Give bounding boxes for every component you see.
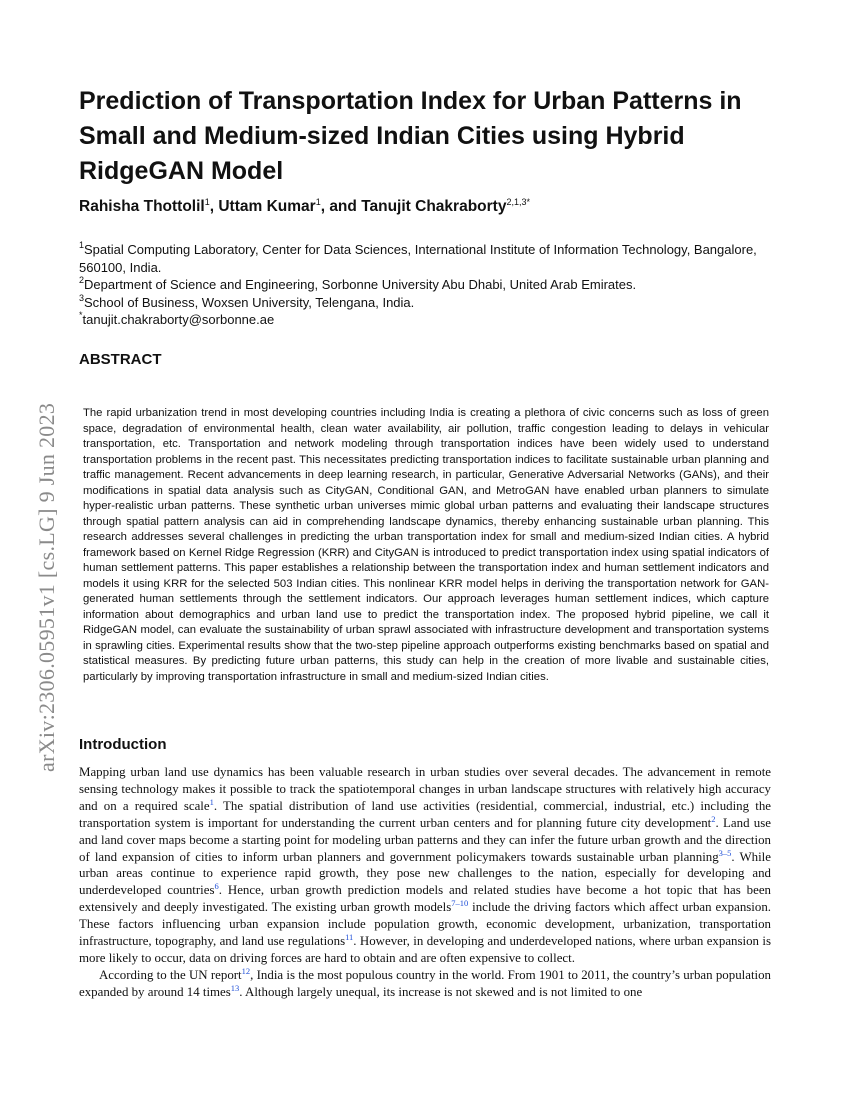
citation-link[interactable]: 2 xyxy=(711,813,716,824)
paragraph-text: include the driving factors which affect urban expansion. These factors influencing urban expansion include population growth, economic development, urbanization, transportation infrastructure, topography, and land use regulations xyxy=(79,900,771,949)
citation-link[interactable]: 11 xyxy=(345,932,354,943)
affiliations xyxy=(79,241,779,329)
paragraph-text: . While urban areas continue to experience rapid growth, they pose new challenges to the nation, especially for developing and underdeveloped countries xyxy=(79,849,771,898)
intro-paragraph-1 xyxy=(79,764,771,967)
paragraph-text: Mapping urban land use dynamics has been valuable research in urban studies over several decades. The advancement in remote sensing technology makes it possible to track the spatiotemporal changes in urban landscape structures with relatively high accuracy and on a required scale xyxy=(79,765,771,813)
paragraph-text: , India is the most populous country in the world. From 1901 to 2011, the country’s urban population expanded by around 14 times xyxy=(79,967,771,999)
citation-link[interactable]: 6 xyxy=(214,881,219,892)
affiliation-3: $^3$School of Business, Woxsen University, Telengana, India. xyxy=(79,292,415,310)
abstract-text: The rapid urbanization trend in most developing countries including India is creating a plethora of civic concerns such as loss of green space, degradation of environmental health, clean water availability, air pollution, traffic congestion leading to delays in vehicular transportation, etc. Transportation and network modeling through transportation indices have been widely used to understand transportation problems in the recent past. This necessitates predicting transportation indices to facilitate sustainable urban planning and traffic management. Recent advancements in deep learning research, in particular, Generative Adversarial Networks (GANs), and their modifications in spatial data analysis such as CityGAN, Conditional GAN, and MetroGAN have enabled urban planners to simulate hyper-realistic urban patterns. These synthetic urban universes mimic global urban patterns and evaluating their landscape structures through spatial pattern analysis can aid in comprehending landscape dynamics, thereby enhancing sustainable urban planning. This research addresses several challenges in predicting the urban transportation index for small and medium-sized Indian cities. A hybrid framework based on Kernel Ridge Regression (KRR) and CityGAN is introduced to predict transportation index using spatial indicators of human settlement patterns. This paper establishes a relationship between the transportation index and human settlement indicators and models it using KRR for the selected 503 Indian cities. This nonlinear KRR model helps in deriving the transportation network for GAN-generated human settlements through the settlement indicators. Our approach leverages human settlement indices, which capture information about demographics and urban land use to predict the transportation index. The proposed hybrid pipeline, we call it RidgeGAN model, can evaluate the sustainability of urban sprawl associated with infrastructure development and transportation systems in sprawling cities. Experimental results show that the two-step pipeline approach outperforms existing benchmarks based on spatial and statistical measures. By predicting future urban patterns, this study can help in the creation of more livable and sustainable cities, particularly by improving transportation infrastructure in small and medium-sized Indian cities. xyxy=(83,407,769,683)
author: Rahisha Thottolil$^1$, xyxy=(79,197,219,215)
citation-link[interactable]: 13 xyxy=(230,982,240,993)
author-list xyxy=(79,198,779,216)
citation-link[interactable]: 3–5 xyxy=(718,847,732,858)
corresponding-email: *tanujit.chakraborty@sorbonne.ae xyxy=(79,310,275,327)
introduction-heading: Introduction xyxy=(79,736,167,753)
paragraph-text: . Although largely unequal, its increase is not skewed and is not limited to one xyxy=(239,984,643,999)
paragraph-text: . Land use and land cover maps become a starting point for modeling urban patterns and they can infer the future urban growth and the direction of land expansion of cities to inform urban planners and government policymakers towards sustainable urban planning xyxy=(79,815,771,864)
affiliation-2: $^2$Department of Science and Engineering, Sorbonne University Abu Dhabi, United Arab Emirates. xyxy=(79,275,637,292)
citation-link[interactable]: 7–10 xyxy=(451,898,469,909)
paragraph-text: . Hence, urban growth prediction models and related studies have become a hot topic that has been extensively and deeply investigated. The existing urban growth models xyxy=(79,883,771,915)
arxiv-stamp-text: arXiv:2306.05951v1 [cs.LG] 9 Jun 2023 xyxy=(34,402,59,772)
author: Tanujit Chakraborty$^{2,1,3*}$ xyxy=(361,197,530,215)
introduction-body xyxy=(79,764,771,1001)
abstract-heading: ABSTRACT xyxy=(79,351,162,368)
paragraph-text: . The spatial distribution of land use activities (residential, commercial, industrial, etc.) including the transportation system is important for understanding the current urban centers and for planning future city development xyxy=(79,798,771,830)
intro-paragraph-2 xyxy=(79,967,771,1001)
author: Uttam Kumar$^1$, and xyxy=(218,197,362,215)
paper-title: Prediction of Transportation Index for Urban Patterns in Small and Medium-sized Indian Cities using Hybrid RidgeGAN Model xyxy=(79,87,742,185)
affiliation-1: $^1$Spatial Computing Laboratory, Center for Data Sciences, International Institute of Information Technology, Bangalore, 560100, India. xyxy=(79,240,757,275)
citation-link[interactable]: 12 xyxy=(241,965,251,976)
citation-link[interactable]: 1 xyxy=(209,796,214,807)
paragraph-text: . However, in developing and underdeveloped nations, where urban expansion is more likely to occur, data on driving forces are hard to obtain and are often expensive to collect. xyxy=(79,934,771,965)
arxiv-stamp xyxy=(18,300,68,780)
paragraph-text: According to the UN report xyxy=(99,967,242,982)
